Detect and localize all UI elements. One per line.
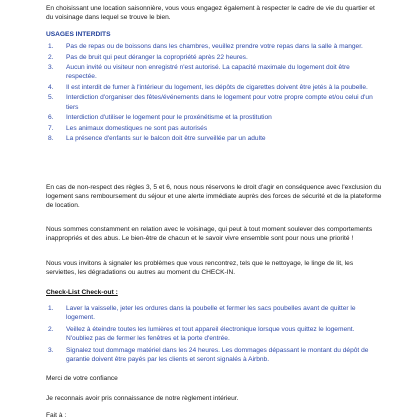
checklist-title: Check-List Check-out : [46,289,118,296]
voisinage-paragraph: Nous sommes constamment en relation avec le voisinage, qui peut à tout moment soulever des comportements inappropriés et des abus. Le bien-être de chacun et le savoir vivre ensemble sont pour nous une priorité ! [46,226,373,243]
list-item [48,53,382,62]
list-number: 4. [48,83,54,91]
list-item-text: Il est interdit de fumer à l'intérieur du logement, les dépôts de cigarettes doivent être jetés à la poubelle. [66,83,368,91]
checklist-list [48,304,382,368]
list-item-text: Veillez à éteindre toutes les lumières et tout appareil électronique lorsque vous quittez le logement. N'oubliez pas de fermer les fenêtres et la porte d'entrée. [66,326,355,343]
usages-interdits-list [48,42,382,145]
list-number: 2. [48,326,54,334]
list-item-text: Signalez tout dommage matériel dans les 24 heures. Les dommages dépassant le montant du dépôt de garantie doivent être payés par les clients et seront signalés à Airbnb. [66,347,369,364]
list-item-text: Les animaux domestiques ne sont pas autorisés [66,124,208,132]
usages-interdits-title: USAGES INTERDITS [46,31,111,38]
list-item [48,134,382,143]
list-item [48,83,382,92]
list-number: 3. [48,64,54,72]
signaler-paragraph: Nous vous invitons à signaler les problèmes que vous rencontrez, tels que le nettoyage, le linge de lit, les serviettes, les dégradations ou autres au moment du CHECK-IN. [46,260,354,277]
list-number: 8. [48,135,54,143]
list-number: 6. [48,114,54,122]
list-item [48,124,382,133]
list-item-text: Pas de bruit qui peut déranger la copropriété après 22 heures. [66,53,248,61]
non-respect-paragraph: En cas de non-respect des règles 3, 5 et 6, nous nous réservons le droit d'agir en conséquence avec l'exclusion du logement sans remboursement du séjour et une alerte immédiate auprès des forces de sécurité et de la plateforme de location. [46,184,382,210]
list-item [48,346,382,364]
list-item [48,325,382,343]
list-item [48,304,382,322]
reconnais-line: Je reconnais avoir pris connaissance de notre règlement intérieur. [46,395,239,402]
list-number: 1. [48,305,54,312]
list-item [48,63,382,81]
list-item-text: Interdiction d'utiliser le logement pour le proxénétisme et la prostitution [66,114,272,122]
list-item [48,42,382,51]
list-number: 5. [48,94,54,102]
list-item [48,113,382,122]
list-item-text: Aucun invité ou visiteur non enregistré n'est autorisé. La capacité maximale du logement doit être respectée. [66,64,350,81]
list-item [48,93,382,111]
merci-line: Merci de votre confiance [46,375,118,382]
list-number: 1. [48,43,54,50]
list-item-text: Interdiction d'organiser des fêtes/événements dans le logement pour votre propre compte et/ou celui d'un tiers [66,94,373,111]
list-item-text: La présence d'enfants sur le balcon doit être surveillée par un adulte [66,135,266,143]
list-item-text: Laver la vaisselle, jeter les ordures dans la poubelle et fermer les sacs poubelles avant de quitter le logement. [66,305,356,322]
list-number: 3. [48,347,54,355]
list-item-text: Pas de repas ou de boissons dans les chambres, veuillez prendre votre repas dans la salle à manger. [66,43,363,50]
list-number: 2. [48,53,54,61]
list-number: 7. [48,124,54,132]
intro-paragraph: En choisissant une location saisonnière, vous vous engagez également à respecter le cadre de vie du quartier et du voisinage dans lequel se trouve le bien. [46,5,375,22]
fait-a-line: Fait à : [46,412,67,419]
